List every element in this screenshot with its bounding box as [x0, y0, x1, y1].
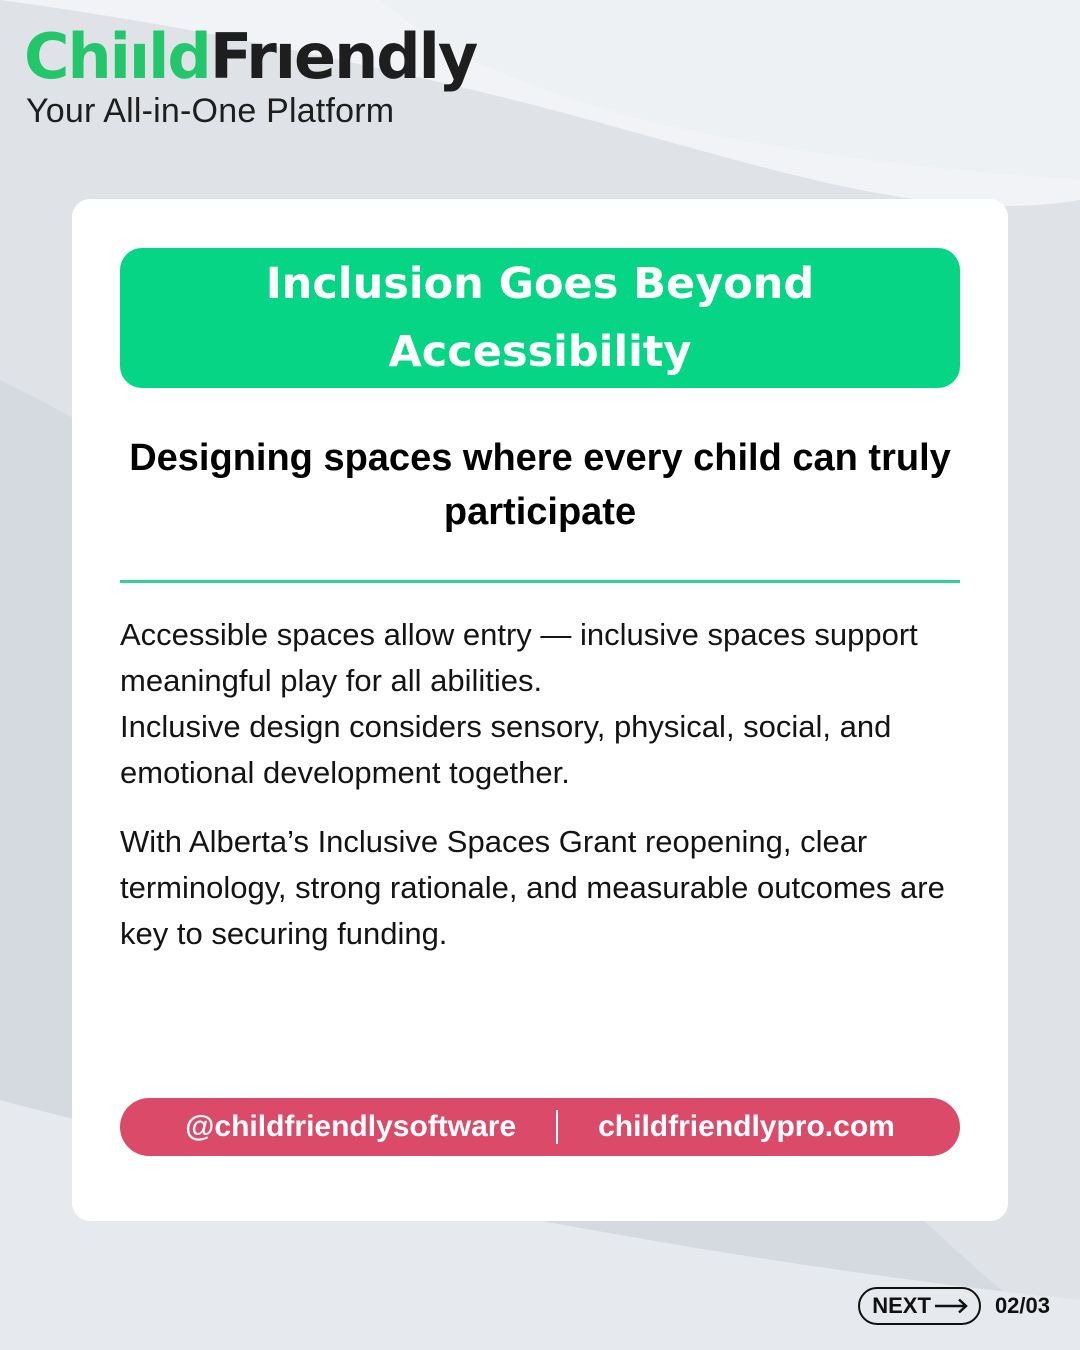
paragraph-1: [120, 612, 970, 796]
page-title: Inclusion Goes Beyond Accessibility: [265, 259, 815, 377]
social-separator: [556, 1110, 558, 1144]
next-label: NEXT: [872, 1293, 931, 1318]
social-banner: [120, 1098, 960, 1156]
brand-tagline: Your All-in-One Platform: [26, 92, 395, 130]
page-indicator: 02/03: [994, 1293, 1050, 1318]
paragraph-2: With Alberta’s Inclusive Spaces Grant reopening, clear terminology, strong rationale, and measurable outcomes are key to securing funding.: [120, 824, 945, 951]
logo-i-figure-icon: ı: [274, 20, 295, 93]
brand-logo: ChiıldFrıendly: [24, 20, 477, 93]
subtitle: Designing spaces where every child can truly participate: [129, 437, 951, 533]
social-handle-link[interactable]: @childfriendlysoftware: [185, 1110, 517, 1143]
arrow-right-icon: [935, 1298, 969, 1314]
pagination-footer: [858, 1287, 1050, 1325]
next-button[interactable]: [858, 1287, 981, 1325]
paragraph-1-line-1: Accessible spaces allow entry — inclusive spaces support meaningful play for all abilities.: [120, 617, 918, 698]
content-card: [72, 199, 1008, 1221]
paragraph-1-line-2: Inclusive design considers sensory, physical, social, and emotional development together.: [120, 709, 892, 790]
title-banner: [120, 248, 960, 388]
logo-i-figure-icon: ı: [128, 20, 149, 93]
website-link[interactable]: childfriendlypro.com: [598, 1110, 895, 1143]
divider: [120, 580, 960, 583]
